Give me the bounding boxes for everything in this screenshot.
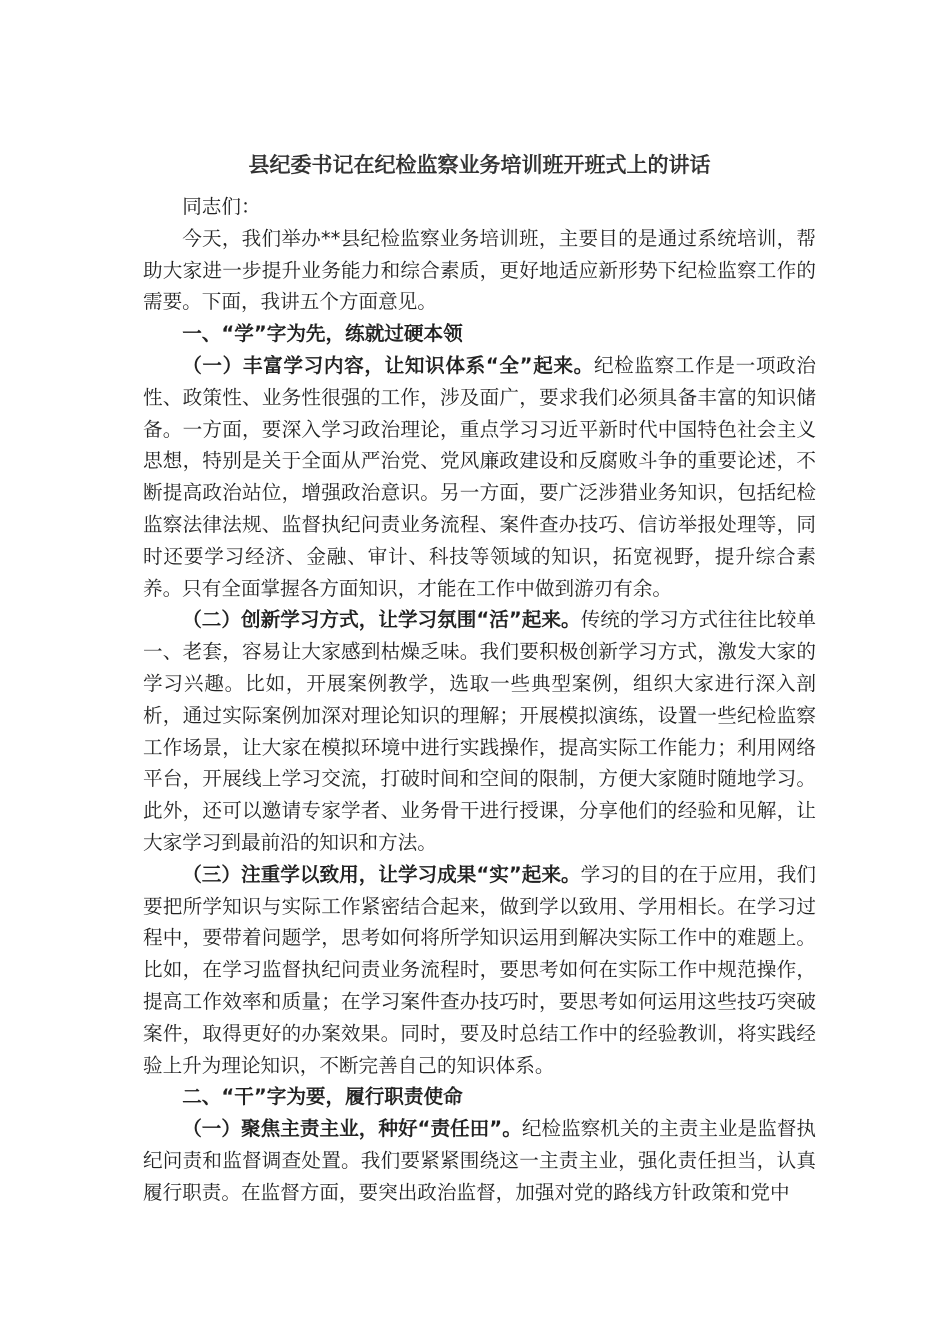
section-1-paragraph-3 — [143, 859, 816, 1082]
paragraph-lead: （一）丰富学习内容，让知识体系“全”起来。 — [182, 353, 594, 377]
intro-paragraph: 今天，我们举办**县纪检监察业务培训班，主要目的是通过系统培训，帮助大家进一步提升业务能力和综合素质，更好地适应新形势下纪检监察工作的需要。下面，我讲五个方面意见。 — [143, 226, 816, 314]
document-title: 县纪委书记在纪检监察业务培训班开班式上的讲话 — [248, 153, 711, 177]
section-2-heading: 二、“干”字为要，履行职责使命 — [182, 1085, 463, 1109]
paragraph-text: 纪检监察工作是一项政治性、政策性、业务性很强的工作，涉及面广，要求我们必须具备丰富的知识储备。一方面，要深入学习政治理论，重点学习习近平新时代中国特色社会主义思想，特别是关于全面从严治党、党风廉政建设和反腐败斗争的重要论述，不断提高政治站位，增强政治意识。另一方面，要广泛涉猎业务知识，包括纪检监察法律法规、监督执纪问责业务流程、案件查办技巧、信访举报处理等，同时还要学习经济、金融、审计、科技等领域的知识，拓宽视野，提升综合素养。只有全面掌握各方面知识，才能在工作中做到游刃有余。 — [143, 353, 816, 600]
salutation: 同志们： — [182, 195, 261, 218]
paragraph-lead: （二）创新学习方式，让学习氛围“活”起来。 — [182, 608, 581, 632]
section-1-heading: 一、“学”字为先，练就过硬本领 — [182, 322, 463, 346]
section-1-paragraph-1 — [143, 350, 816, 604]
paragraph-text: 学习的目的在于应用，我们要把所学知识与实际工作紧密结合起来，做到学以致用、学用相长。在学习过程中，要带着问题学，思考如何将所学知识运用到解决实际工作中的难题上。比如，在学习监督执纪问责业务流程时，要思考如何在实际工作中规范操作，提高工作效率和质量；在学习案件查办技巧时，要思考如何运用这些技巧突破案件，取得更好的办案效果。同时，要及时总结工作中的经验教训，将实践经验上升为理论知识，不断完善自己的知识体系。 — [143, 862, 817, 1077]
paragraph-lead: （一）聚焦主责主业，种好“责任田”。 — [182, 1117, 522, 1141]
document-page — [143, 148, 816, 1209]
section-1-paragraph-2 — [143, 604, 816, 858]
paragraph-lead: （三）注重学以致用，让学习成果“实”起来。 — [182, 862, 581, 886]
paragraph-text: 传统的学习方式往往比较单一、老套，容易让大家感到枯燥乏味。我们要积极创新学习方式，激发大家的学习兴趣。比如，开展案例教学，选取一些典型案例，组织大家进行深入剖析，通过实际案例加深对理论知识的理解；开展模拟演练，设置一些纪检监察工作场景，让大家在模拟环境中进行实践操作，提高实际工作能力；利用网络平台，开展线上学习交流，打破时间和空间的限制，方便大家随时随地学习。此外，还可以邀请专家学者、业务骨干进行授课，分享他们的经验和见解，让大家学习到最前沿的知识和方法。 — [143, 608, 817, 854]
section-2-paragraph-1 — [143, 1113, 816, 1208]
paragraph-text: 纪检监察机关的主责主业是监督执纪问责和监督调查处置。我们要紧紧围绕这一主责主业，强化责任担当，认真履行职责。在监督方面，要突出政治监督，加强对党的路线方针政策和党中 — [143, 1117, 816, 1204]
